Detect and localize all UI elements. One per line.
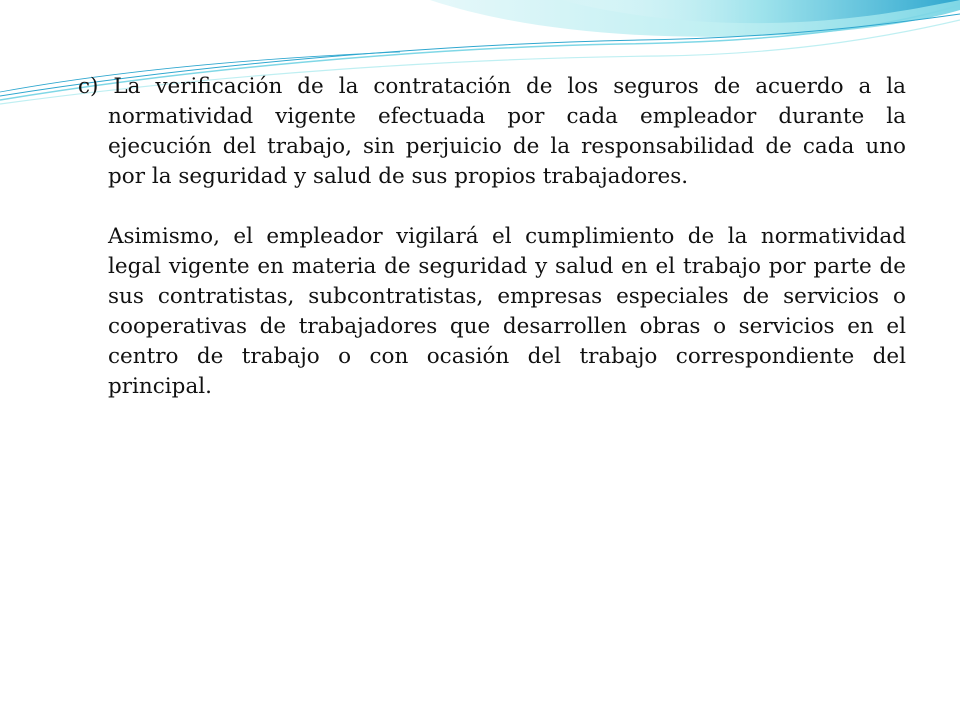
paragraph-asimismo: Asimismo, el empleador vigilará el cumplimiento de la normatividad legal vigente en materia de seguridad y salud en el trabajo por parte de sus contratistas, subcontratistas, empresas especiales de servicios o cooperativas de trabajadores que desarrollen obras o servicios en el centro de trabajo o con ocasión del trabajo correspondiente del principal. (108, 224, 906, 399)
slide-body (78, 72, 906, 402)
paragraph-c: c) La verificación de la contratación de los seguros de acuerdo a la normatividad vigente efectuada por cada empleador durante la ejecución del trabajo, sin perjuicio de la responsabilidad de cada uno por la seguridad y salud de sus propios trabajadores. (78, 74, 906, 189)
